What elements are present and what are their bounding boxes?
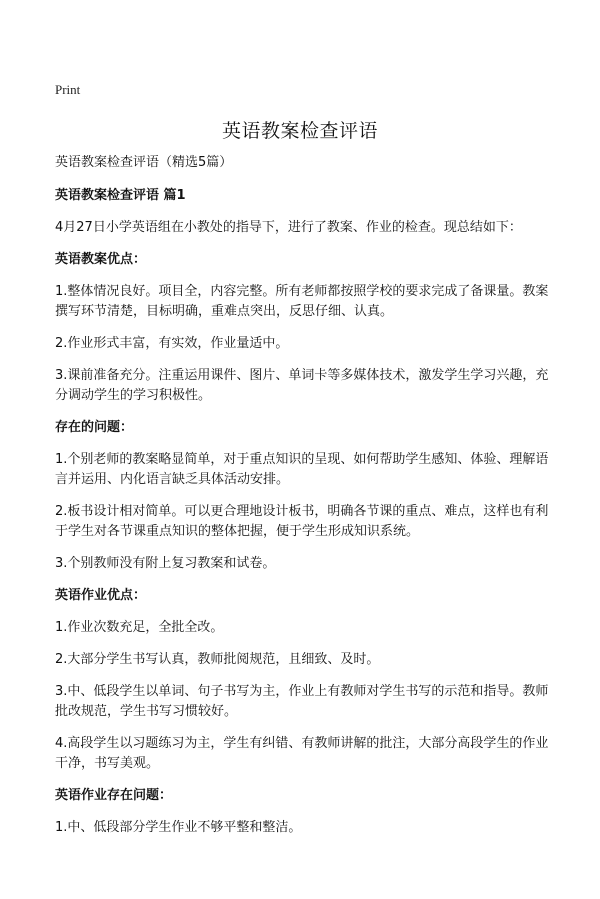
section-heading-lesson-plan-strengths: 英语教案优点： [55,252,147,267]
section-heading-homework-problems: 英语作业存在问题： [55,788,173,803]
list-item: 2.作业形式丰富，有实效，作业量适中。 [55,336,289,351]
list-item: 3.课前准备充分。注重运用课件、图片、单词卡等多媒体技术，激发学生学习兴趣，充分调动学生的学习积极性。 [55,368,549,403]
section-title: 英语教案检查评语 篇1 [55,188,186,203]
list-item: 1.个别老师的教案略显简单，对于重点知识的呈现、如何帮助学生感知、体验、理解语言并运用、内化语言缺乏具体活动安排。 [55,452,549,487]
list-item: 2.板书设计相对简单。可以更合理地设计板书，明确各节课的重点、难点，这样也有利于学生对各节课重点知识的整体把握，便于学生形成知识系统。 [55,504,549,539]
list-item: 1.中、低段部分学生作业不够平整和整洁。 [55,820,302,835]
list-item: 1.整体情况良好。项目全，内容完整。所有老师都按照学校的要求完成了备课量。教案撰写环节清楚，目标明确，重难点突出，反思仔细、认真。 [55,284,549,319]
section-heading-homework-strengths: 英语作业优点： [55,588,147,603]
document-body [55,153,560,850]
list-item: 4.高段学生以习题练习为主，学生有纠错、有教师讲解的批注，大部分高段学生的作业干净，书写美观。 [55,736,549,771]
intro-paragraph: 4月27日小学英语组在小教处的指导下，进行了教案、作业的检查。现总结如下： [55,220,522,235]
list-item: 3.个别教师没有附上复习教案和试卷。 [55,556,276,571]
section-heading-problems: 存在的问题： [55,420,134,435]
list-item: 3.中、低段学生以单词、句子书写为主，作业上有教师对学生书写的示范和指导。教师批改规范，学生书写习惯较好。 [55,684,549,719]
print-label: Print [55,82,81,97]
document-subtitle: 英语教案检查评语（精选5篇） [55,155,233,170]
document-title: 英语教案检查评语 [221,120,378,142]
list-item: 2.大部分学生书写认真，教师批阅规范，且细致、及时。 [55,652,380,667]
list-item: 1.作业次数充足，全批全改。 [55,620,224,635]
